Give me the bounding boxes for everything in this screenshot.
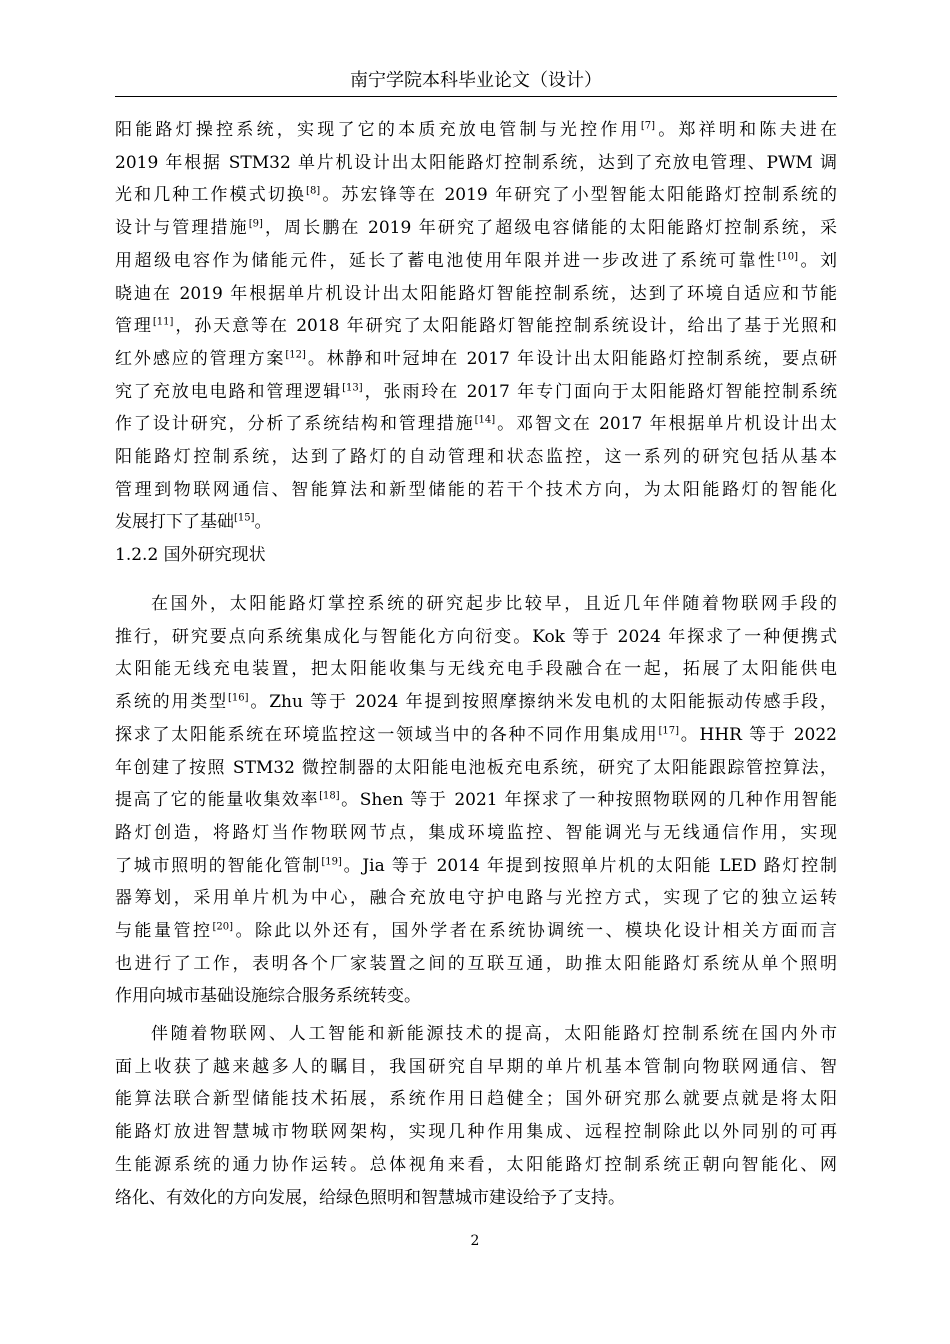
text-run: 究了充放电电路和管理逻辑 <box>115 381 343 402</box>
text-line <box>115 882 837 915</box>
text-line <box>115 980 421 1013</box>
text-run: 提高了它的能量收集效率 <box>115 790 320 811</box>
text-run: 阳能路灯控制系统，达到了路灯的自动管理和状态监控，这一系列的研究包括从基本 <box>115 447 837 467</box>
text-line <box>115 278 837 311</box>
text-run: 阳能路灯操控系统，实现了它的本质充放电管制与光控作用 <box>115 120 641 140</box>
text-run: 光和几种工作模式切换 <box>115 185 307 206</box>
citation-marker: [20] <box>212 921 233 933</box>
text-run: 用超级电容作为储能元件，延长了蓄电池使用年限并进一步改进了系统可靠性 <box>115 250 778 271</box>
text-line <box>115 817 837 850</box>
text-line <box>115 784 837 817</box>
text-line <box>115 245 837 278</box>
text-line <box>115 850 837 883</box>
text-line <box>115 1051 837 1084</box>
citation-marker: [9] <box>248 218 263 230</box>
text-run: 伴随着物联网、人工智能和新能源技术的提高，太阳能路灯控制系统在国内外市 <box>151 1024 837 1044</box>
text-run: 生能源系统的通力协作运转。总体视角来看，太阳能路灯控制系统正朝向智能化、网 <box>115 1154 837 1175</box>
text-run: 发展打下了基础 <box>115 512 234 533</box>
text-run: 探求了太阳能系统在环境监控这一领域当中的各种不同作用集成用 <box>115 724 659 745</box>
citation-marker: [13] <box>342 381 363 393</box>
text-run: 。Zhu 等于 2024 年提到按照摩擦纳米发电机的太阳能振动传感手段， <box>248 692 838 713</box>
citation-marker: [16] <box>228 692 249 704</box>
text-run: 了城市照明的智能化管制 <box>115 855 322 876</box>
text-run: 路灯创造，将路灯当作物联网节点，集成环境监控、智能调光与无线通信作用，实现 <box>115 822 837 843</box>
text-run: 。 <box>254 512 272 533</box>
text-line <box>115 1149 837 1182</box>
page-number: 2 <box>470 1233 480 1249</box>
text-line <box>115 686 837 719</box>
text-run: 晓迪在 2019 年根据单片机设计出太阳能路灯智能控制系统，达到了环境自适应和节能 <box>115 283 837 304</box>
text-run: 。郑祥明和陈夫进在 <box>655 120 838 140</box>
text-run: 。林静和叶冠坤在 2017 年设计出太阳能路灯控制系统，要点研 <box>305 348 838 369</box>
running-header-title: 南宁学院本科毕业论文（设计） <box>350 70 602 91</box>
text-run: 设计与管理措施 <box>115 218 249 239</box>
text-run: 系统的用类型 <box>115 692 229 713</box>
text-run: 也进行了工作，表明各个厂家装置之间的互联互通，助推太阳能路灯系统从单个照明 <box>115 953 837 974</box>
text-run: 2019 年根据 STM32 单片机设计出太阳能路灯控制系统，达到了充放电管理、PWM 调 <box>115 152 837 173</box>
citation-marker: [15] <box>234 512 255 524</box>
text-line <box>115 474 837 507</box>
text-line <box>115 376 837 409</box>
text-line <box>115 1182 625 1215</box>
text-line <box>115 179 837 212</box>
text-line <box>115 147 837 180</box>
text-line <box>115 441 837 474</box>
text-run: 。苏宏锋等在 2019 年研究了小型智能太阳能路灯控制系统的 <box>320 185 837 206</box>
text-line <box>115 653 837 686</box>
text-run: 红外感应的管理方案 <box>115 348 286 369</box>
text-line <box>115 212 837 245</box>
text-line <box>115 1083 837 1116</box>
text-line <box>115 506 272 539</box>
citation-marker: [7] <box>640 120 655 132</box>
text-run: 年创建了按照 STM32 微控制器的太阳能电池板充电系统，研究了太阳能跟踪管控算法， <box>115 757 837 778</box>
text-line <box>115 114 837 147</box>
text-line <box>115 948 837 981</box>
text-line <box>115 719 837 752</box>
citation-marker: [8] <box>306 185 321 197</box>
text-run: 。除此以外还有，国外学者在系统协调统一、模块化设计相关方面而言 <box>232 921 838 941</box>
text-line <box>115 915 837 948</box>
text-run: 管理 <box>115 316 153 337</box>
text-run: 。HHR 等于 2022 <box>679 724 837 745</box>
text-run: ，张雨玲在 2017 年专门面向于太阳能路灯智能控制系统 <box>362 381 838 402</box>
text-run: ，周长鹏在 2019 年研究了超级电容储能的太阳能路灯控制系统，采 <box>262 218 837 239</box>
text-run: ，孙天意等在 2018 年研究了太阳能路灯智能控制系统设计，给出了基于光照和 <box>173 316 837 337</box>
text-run: 能算法联合新型储能技术拓展，系统作用日趋健全；国外研究那么就要点就是将太阳 <box>115 1089 837 1110</box>
text-run: 太阳能无线充电装置，把太阳能收集与无线充电手段融合在一起，拓展了太阳能供电 <box>115 659 837 680</box>
citation-marker: [12] <box>285 349 306 361</box>
text-run: 管理到物联网通信、智能算法和新型储能的若干个技术方向，为太阳能路灯的智能化 <box>115 479 837 500</box>
text-line <box>115 1116 837 1149</box>
citation-marker: [18] <box>319 790 340 802</box>
text-line <box>115 310 837 343</box>
text-line <box>115 752 837 785</box>
section-heading: 1.2.2 国外研究现状 <box>115 545 266 565</box>
text-line <box>115 408 837 441</box>
text-run: 。Jia 等于 2014 年提到按照单片机的太阳能 LED 路灯控制 <box>341 855 838 876</box>
citation-marker: [19] <box>321 855 342 867</box>
text-line <box>151 1018 837 1051</box>
text-run: 器筹划，采用单片机为中心，融合充放电守护电路与光控方式，实现了它的独立运转 <box>115 888 837 909</box>
text-run: 与能量管控 <box>115 921 213 941</box>
text-line <box>115 621 837 654</box>
text-run: 作了设计研究，分析了系统结构和管理措施 <box>115 414 475 435</box>
text-line <box>115 343 837 376</box>
text-run: 。刘 <box>798 250 838 271</box>
text-line <box>151 588 837 621</box>
citation-marker: [10] <box>777 251 799 263</box>
text-run: 。Shen 等于 2021 年探求了一种按照物联网的几种作用智能 <box>339 790 837 811</box>
text-run: 作用向城市基础设施综合服务系统转变。 <box>115 986 421 1007</box>
text-run: 推行，研究要点向系统集成化与智能化方向衍变。Kok 等于 2024 年探求了一种便携式 <box>115 626 837 647</box>
header-rule <box>115 96 837 97</box>
citation-marker: [11] <box>152 316 174 328</box>
text-run: 在国外，太阳能路灯掌控系统的研究起步比较早，且近几年伴随着物联网手段的 <box>151 594 837 614</box>
text-run: 络化、有效化的方向发展，给绿色照明和智慧城市建设给予了支持。 <box>115 1187 625 1208</box>
citation-marker: [14] <box>474 414 496 426</box>
citation-marker: [17] <box>658 725 680 737</box>
text-run: 能路灯放进智慧城市物联网架构，实现几种作用集成、远程控制除此以外同别的可再 <box>115 1122 837 1143</box>
text-run: 面上收获了越来越多人的瞩目，我国研究自早期的单片机基本管制向物联网通信、智 <box>115 1056 837 1077</box>
text-run: 。邓智文在 2017 年根据单片机设计出太 <box>495 414 837 435</box>
